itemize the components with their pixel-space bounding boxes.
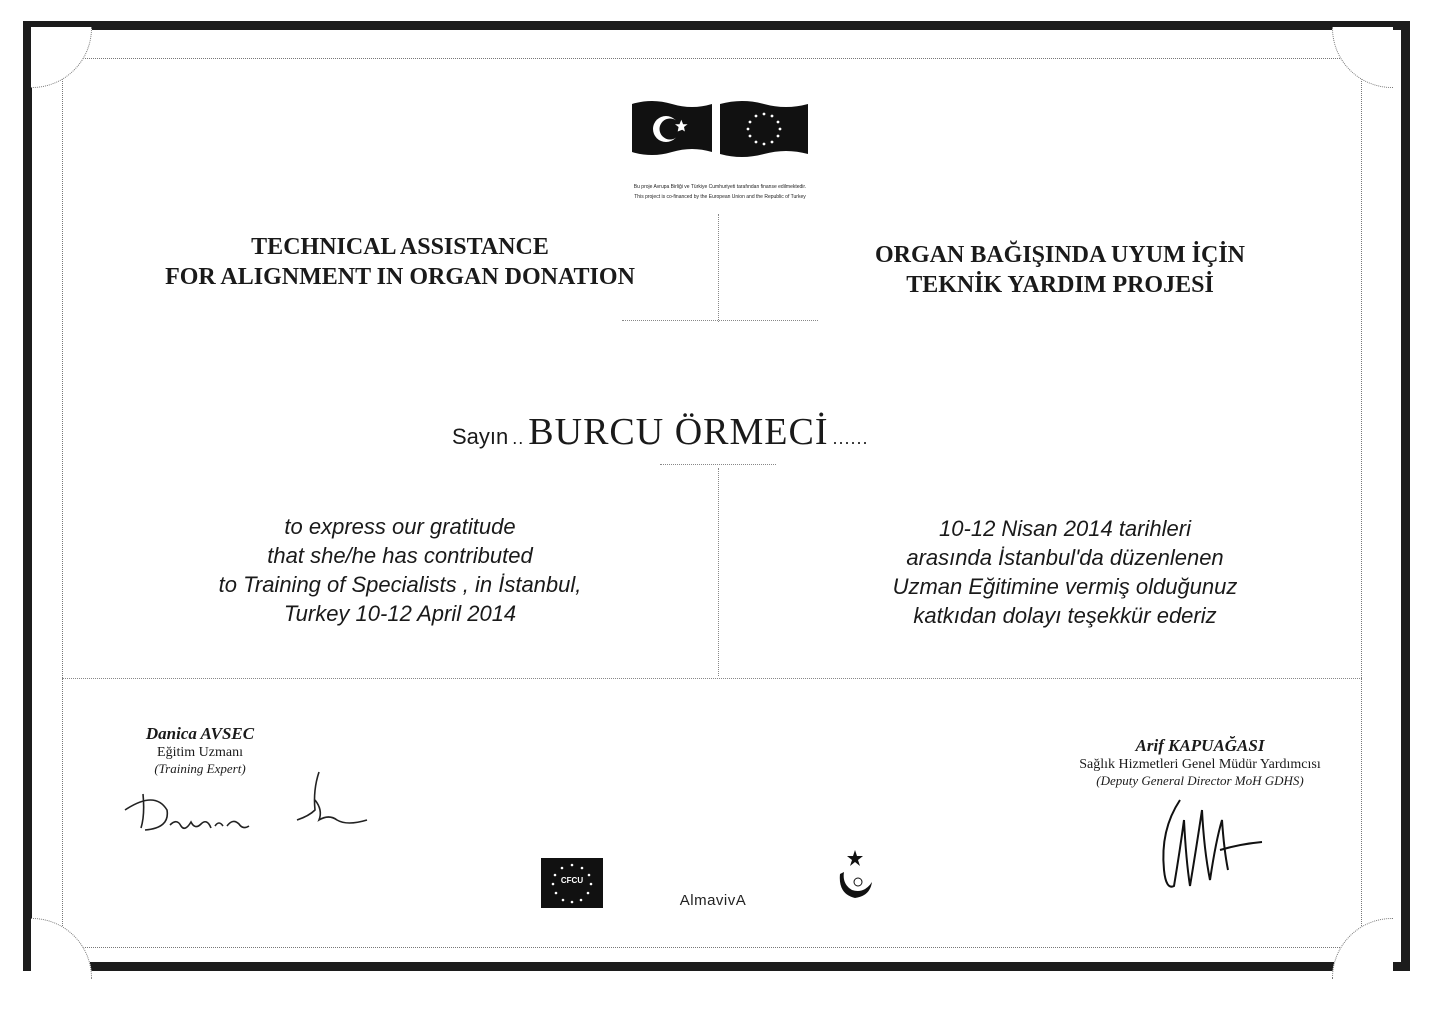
gratitude-text-en	[150, 512, 650, 628]
body-line: Turkey 10-12 April 2014	[283, 601, 517, 626]
project-title-tr	[820, 240, 1300, 300]
divider-vertical-top	[718, 214, 719, 322]
body-line: to express our gratitude	[284, 514, 516, 539]
divider-horizontal-top	[622, 320, 818, 321]
handwritten-signature-left-icon	[115, 770, 375, 840]
dots-before: ..	[512, 428, 525, 448]
cfcu-logo	[541, 858, 603, 908]
project-title-en	[120, 232, 680, 292]
body-line: Uzman Eğitimine vermiş olduğunuz	[892, 574, 1238, 599]
body-line: katkıdan dolayı teşekkür ederiz	[913, 603, 1217, 628]
divider-horizontal-bottom	[62, 678, 1362, 679]
body-line: 10-12 Nisan 2014 tarihleri	[939, 516, 1191, 541]
gratitude-text-tr	[795, 514, 1335, 630]
salutation-label: Sayın	[452, 424, 509, 449]
ministry-of-health-logo-icon	[830, 848, 880, 904]
signatory-name: Arif KAPUAĞASI	[1135, 736, 1265, 755]
dots-after: ......	[832, 428, 869, 448]
recipient-name: BURCU ÖRMECİ	[528, 411, 829, 453]
sponsor-note-en: This project is co-financed by the European Union and the Republic of Turkey	[634, 194, 806, 200]
title-tr-line: ORGAN BAĞIŞINDA UYUM İÇİN	[874, 242, 1246, 268]
divider-horizontal-mid	[660, 464, 776, 465]
signatory-role-en: (Deputy General Director MoH GDHS)	[1096, 773, 1304, 788]
sponsor-note-tr: Bu proje Avrupa Birliği ve Türkiye Cumhuriyeti tarafından finanse edilmektedir.	[633, 184, 807, 190]
cfcu-label: CFCU	[560, 876, 584, 885]
signatory-role-en: (Training Expert)	[154, 761, 246, 776]
turkey-eu-flags-icon	[632, 98, 812, 166]
handwritten-signature-right-icon	[1150, 790, 1270, 900]
corner-ornament	[1332, 918, 1393, 979]
signatory-role-tr: Eğitim Uzmanı	[157, 745, 243, 760]
recipient-row	[452, 410, 869, 460]
body-line: that she/he has contributed	[267, 543, 533, 568]
almaviva-logo: AlmavivA	[679, 892, 747, 909]
corner-ornament	[31, 918, 92, 979]
corner-ornament	[31, 27, 92, 88]
body-line: to Training of Specialists , in İstanbul,	[218, 572, 582, 597]
body-line: arasında İstanbul'da düzenlenen	[906, 545, 1224, 570]
title-en-line: FOR ALIGNMENT IN ORGAN DONATION	[165, 264, 635, 290]
signatory-right	[1030, 736, 1370, 789]
corner-ornament	[1332, 27, 1393, 88]
signatory-role-tr: Sağlık Hizmetleri Genel Müdür Yardımcısı	[1079, 757, 1321, 772]
title-en-line: TECHNICAL ASSISTANCE	[251, 234, 549, 260]
title-tr-line: TEKNİK YARDIM PROJESİ	[906, 272, 1214, 298]
signatory-name: Danica AVSEC	[145, 724, 255, 743]
divider-vertical-mid	[718, 468, 719, 676]
